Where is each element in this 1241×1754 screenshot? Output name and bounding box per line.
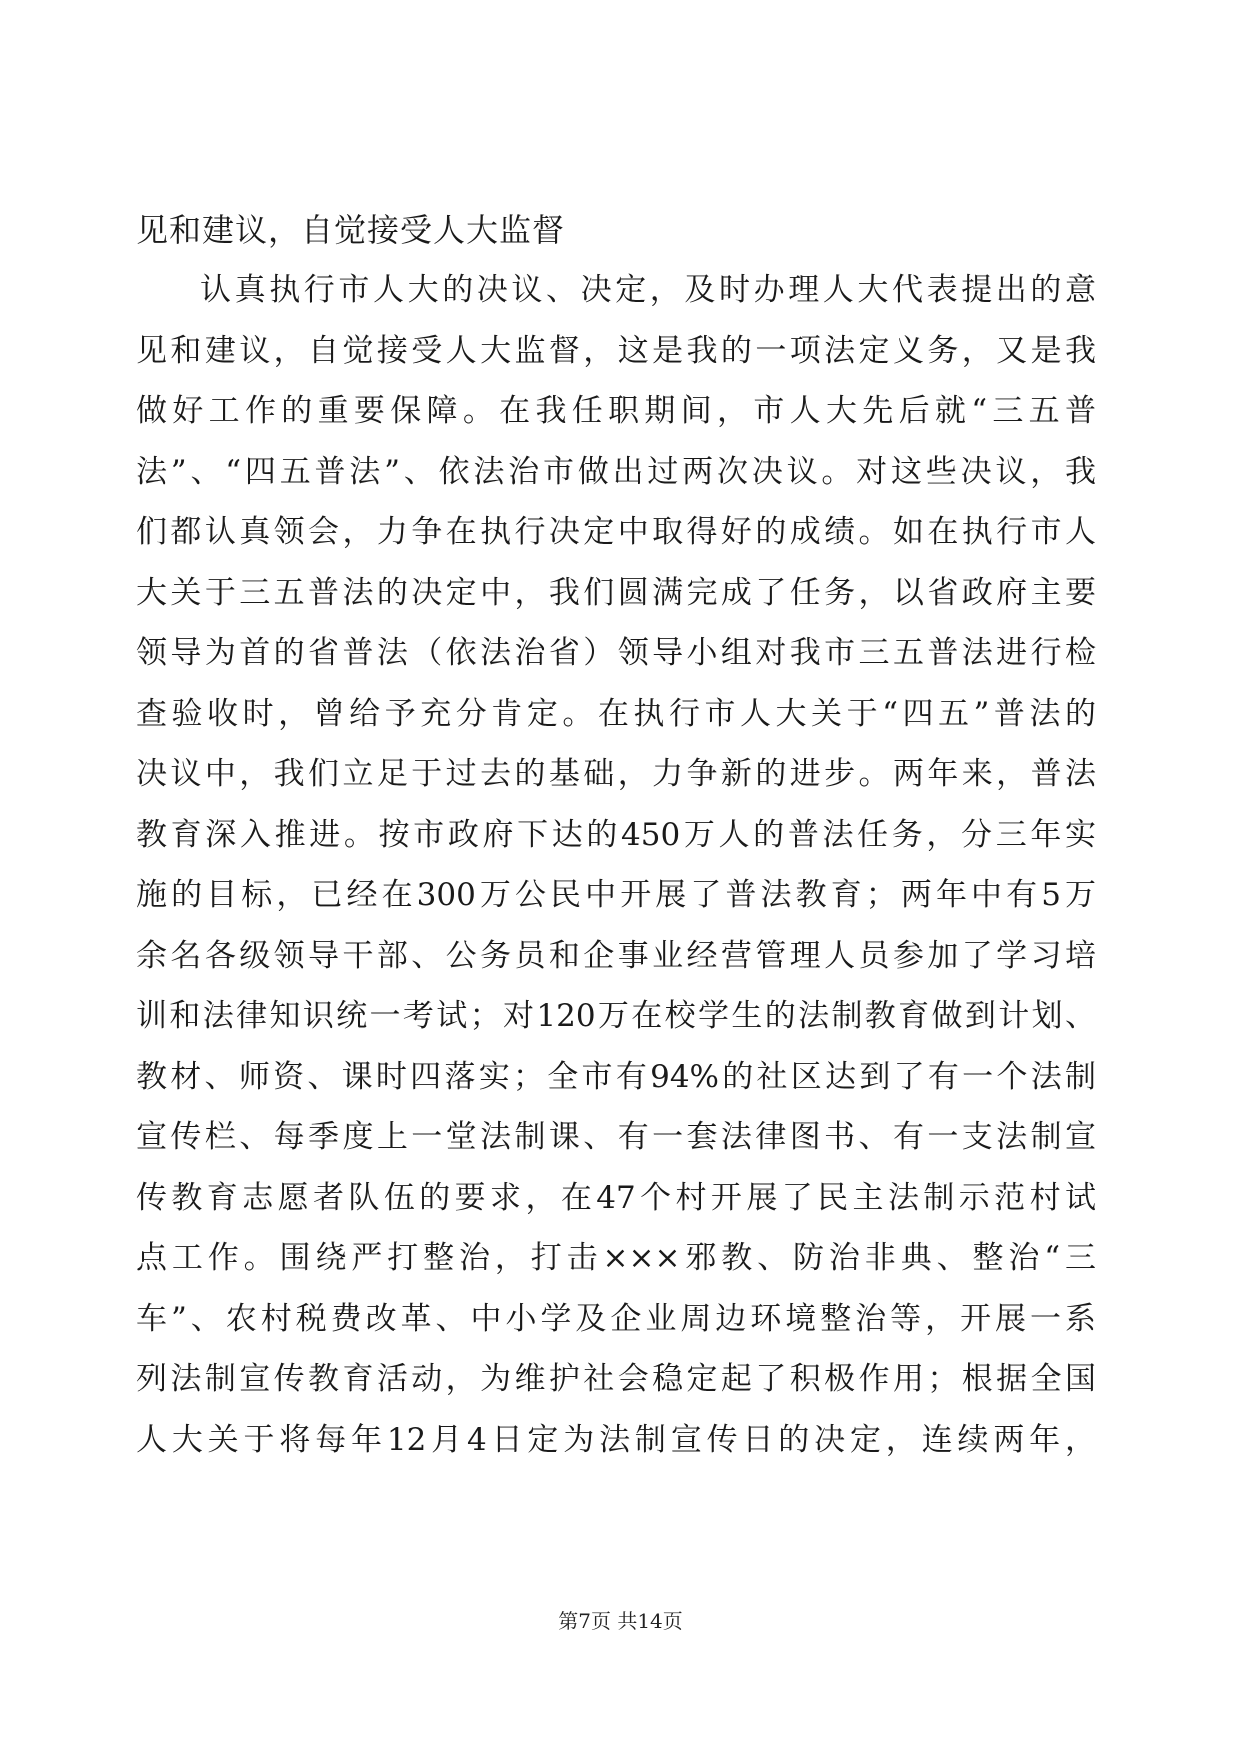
paragraph-line: 训和法律知识统一考试；对120万在校学生的法制教育做到计划、 xyxy=(136,998,1096,1034)
paragraph-line: 车”、农村税费改革、中小学及企业周边环境整治等，开展一系 xyxy=(136,1300,1096,1337)
paragraph-line: 领导为首的省普法（依法治省）领导小组对我市三五普法进行检 xyxy=(136,635,1096,671)
page-number-footer: 第7页 共14页 xyxy=(558,1609,683,1633)
paragraph-line: 大关于三五普法的决定中，我们圆满完成了任务，以省政府主要 xyxy=(136,574,1096,611)
paragraph-line: 传教育志愿者队伍的要求，在47个村开展了民主法制示范村试 xyxy=(136,1179,1096,1216)
paragraph-line: 见和建议，自觉接受人大监督，这是我的一项法定义务，又是我 xyxy=(136,332,1096,369)
paragraph-line: 余名各级领导干部、公务员和企事业经营管理人员参加了学习培 xyxy=(136,937,1096,974)
paragraph-line: 法”、“四五普法”、依法治市做出过两次决议。对这些决议，我 xyxy=(136,453,1096,490)
paragraph-line: 宣传栏、每季度上一堂法制课、有一套法律图书、有一支法制宣 xyxy=(136,1119,1096,1155)
paragraph-line: 决议中，我们立足于过去的基础，力争新的进步。两年来，普法 xyxy=(136,756,1096,792)
paragraph-line: 施的目标，已经在300万公民中开展了普法教育；两年中有5万 xyxy=(136,877,1096,913)
paragraph-line: 点工作。围绕严打整治，打击×××邪教、防治非典、整治“三 xyxy=(136,1240,1096,1276)
section-heading-continuation: 见和建议，自觉接受人大监督 xyxy=(136,211,566,249)
paragraph-line: 认真执行市人大的决议、决定，及时办理人大代表提出的意 xyxy=(200,272,1096,308)
document-body xyxy=(136,200,1096,1470)
paragraph-line: 查验收时，曾给予充分肯定。在执行市人大关于“四五”普法的 xyxy=(136,695,1096,732)
paragraph-line: 做好工作的重要保障。在我任职期间，市人大先后就“三五普 xyxy=(136,393,1096,429)
body-paragraph xyxy=(136,260,1096,1470)
paragraph-line: 人大关于将每年12月4日定为法制宣传日的决定，连续两年， xyxy=(136,1421,1096,1458)
paragraph-line: 教材、师资、课时四落实；全市有94%的社区达到了有一个法制 xyxy=(136,1058,1096,1095)
paragraph-line: 们都认真领会，力争在执行决定中取得好的成绩。如在执行市人 xyxy=(136,514,1096,550)
paragraph-line: 教育深入推进。按市政府下达的450万人的普法任务，分三年实 xyxy=(136,816,1096,853)
paragraph-line: 列法制宣传教育活动，为维护社会稳定起了积极作用；根据全国 xyxy=(136,1361,1096,1397)
